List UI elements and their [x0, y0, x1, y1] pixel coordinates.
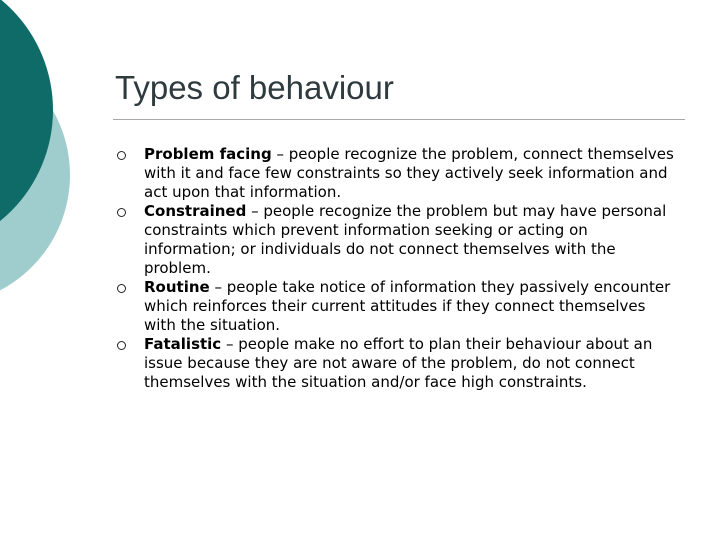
- bullet-circle-icon: [117, 151, 126, 160]
- bullet-text: – people recognize the problem, connect themselves with it and face few constraints so they actively seek information and act upon that information.: [144, 145, 674, 201]
- bullet-list: [116, 145, 676, 392]
- bullet-text: – people recognize the problem but may have personal constraints which prevent information seeking or acting on information; or individuals do not connect themselves with the problem.: [144, 202, 667, 277]
- bullet-term: Routine: [144, 278, 210, 296]
- bullet-constrained: [116, 202, 676, 278]
- decorative-circles: [0, 0, 110, 300]
- bullet-text: – people take notice of information they passively encounter which reinforces their current attitudes if they connect themselves with the situation.: [144, 278, 671, 334]
- bullet-fatalistic: [116, 335, 676, 392]
- bullet-term: Fatalistic: [144, 335, 222, 353]
- bullet-circle-icon: [117, 284, 126, 293]
- bullet-text: – people make no effort to plan their behaviour about an issue because they are not aware of the problem, do not connect themselves with the situation and/or face high constraints.: [144, 335, 653, 391]
- bullet-circle-icon: [117, 208, 126, 217]
- bullet-problem-facing: [116, 145, 676, 202]
- bullet-routine: [116, 278, 676, 335]
- bullet-circle-icon: [117, 341, 126, 350]
- bullet-term: Constrained: [144, 202, 247, 220]
- title-divider: [113, 119, 685, 120]
- bullet-term: Problem facing: [144, 145, 272, 163]
- slide-title: Types of behaviour: [115, 69, 394, 106]
